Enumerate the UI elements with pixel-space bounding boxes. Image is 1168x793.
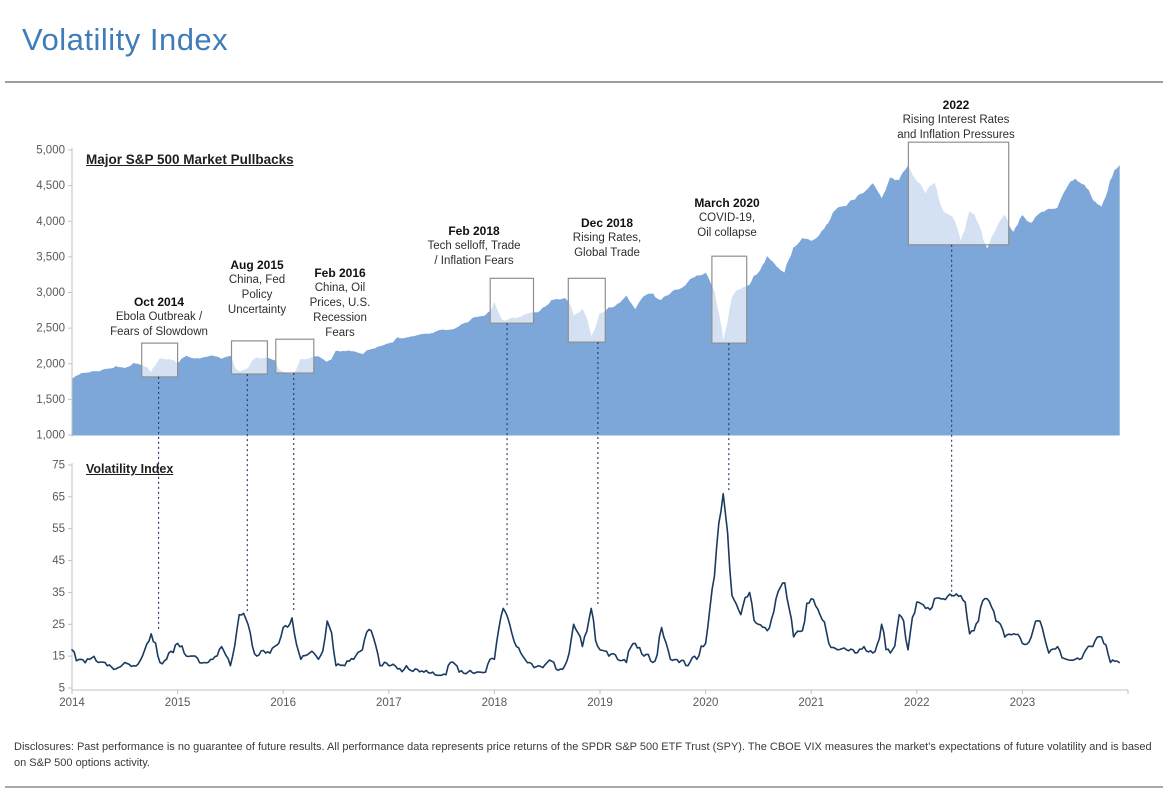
annotation-title: Oct 2014 bbox=[133, 295, 185, 309]
annotation-line: Rising Interest Rates bbox=[902, 114, 1010, 126]
annotation-line: / Inflation Fears bbox=[434, 255, 514, 267]
annotation-line: Prices, U.S. bbox=[309, 297, 371, 309]
annotation-line: and Inflation Pressures bbox=[897, 129, 1015, 141]
vix-y-tick-label: 25 bbox=[52, 618, 65, 631]
spx-y-tick-label: 1,500 bbox=[36, 393, 65, 406]
pullback-box bbox=[712, 256, 747, 343]
annotation-title: Aug 2015 bbox=[230, 258, 284, 272]
annotation-line: Fears bbox=[325, 327, 355, 339]
vix-chart-title: Volatility Index bbox=[86, 462, 174, 476]
spx-y-tick-label: 4,500 bbox=[36, 180, 65, 193]
pullback-annotation-6 bbox=[694, 196, 759, 241]
pullback-annotation-3 bbox=[310, 266, 371, 341]
pullback-annotation-7 bbox=[897, 98, 1015, 143]
spx-y-tick-label: 1,000 bbox=[36, 429, 65, 442]
vix-y-tick-label: 65 bbox=[52, 491, 65, 504]
pullback-annotation-4 bbox=[427, 224, 520, 269]
bottom-divider bbox=[5, 786, 1163, 788]
pullback-box bbox=[568, 278, 605, 342]
spx-y-tick-label: 2,500 bbox=[36, 322, 65, 335]
vix-y-tick-label: 55 bbox=[52, 523, 65, 536]
annotation-line: COVID-19, bbox=[698, 212, 756, 224]
annotation-line: Global Trade bbox=[574, 247, 640, 259]
annotation-line: Fears of Slowdown bbox=[110, 326, 208, 338]
disclosures-text: Disclosures: Past performance is no guarantee of future results. All performance data represents price returns of the SPDR S&P 500 ETF Trust (SPY). The CBOE VIX measures the market's expectations of future volatility and is based on S&P 500 options activity. bbox=[14, 741, 1152, 769]
annotation-line: Oil collapse bbox=[697, 227, 757, 239]
vix-x-tick-label: 2017 bbox=[376, 697, 402, 709]
annotation-line: Recession bbox=[313, 312, 367, 324]
annotation-title: Feb 2018 bbox=[448, 224, 500, 238]
pullback-annotation-1 bbox=[110, 295, 208, 340]
vix-y-tick-label: 45 bbox=[52, 555, 65, 568]
vix-x-tick-label: 2016 bbox=[270, 697, 296, 709]
pullback-box bbox=[276, 339, 314, 373]
vix-x-tick-label: 2019 bbox=[587, 697, 613, 709]
annotation-line: Uncertainty bbox=[227, 304, 287, 316]
pullback-box bbox=[232, 341, 268, 374]
vix-y-tick-label: 5 bbox=[58, 682, 65, 695]
annotation-line: Tech selloff, Trade bbox=[427, 240, 521, 252]
pullback-annotation-2 bbox=[228, 258, 286, 318]
vix-line-path bbox=[72, 494, 1119, 676]
spx-y-tick-label: 3,500 bbox=[36, 251, 65, 264]
spx-y-tick-label: 2,000 bbox=[36, 358, 65, 371]
vix-x-tick-label: 2023 bbox=[1009, 697, 1036, 709]
annotation-line: Ebola Outbreak / bbox=[115, 311, 203, 323]
pullback-box bbox=[142, 343, 178, 377]
pullback-box bbox=[490, 278, 533, 323]
annotation-line: China, Fed bbox=[228, 274, 286, 286]
annotation-line: China, Oil bbox=[314, 282, 366, 294]
annotation-line: Policy bbox=[241, 289, 273, 301]
annotation-line: Rising Rates, bbox=[572, 232, 642, 244]
vix-y-tick-label: 15 bbox=[52, 650, 65, 663]
vix-x-tick-label: 2020 bbox=[692, 697, 719, 709]
spx-chart-title: Major S&P 500 Market Pullbacks bbox=[86, 152, 294, 167]
vix-x-tick-label: 2021 bbox=[798, 697, 824, 709]
vix-x-tick-label: 2018 bbox=[481, 697, 508, 709]
vix-x-tick-label: 2015 bbox=[164, 697, 191, 709]
spx-y-tick-label: 4,000 bbox=[36, 215, 65, 228]
vix-x-tick-label: 2022 bbox=[904, 697, 930, 709]
pullback-box bbox=[908, 142, 1008, 245]
annotation-title: 2022 bbox=[942, 98, 970, 112]
page-title: Volatility Index bbox=[22, 22, 229, 57]
vix-y-tick-label: 35 bbox=[52, 586, 65, 599]
annotation-title: March 2020 bbox=[694, 196, 760, 210]
pullback-annotation-5 bbox=[573, 216, 641, 261]
spx-y-tick-label: 3,000 bbox=[36, 287, 65, 299]
vix-x-tick-label: 2014 bbox=[59, 697, 85, 709]
vix-y-tick-label: 75 bbox=[52, 459, 65, 472]
annotation-title: Dec 2018 bbox=[580, 216, 634, 230]
spx-y-tick-label: 5,000 bbox=[36, 144, 65, 157]
annotation-title: Feb 2016 bbox=[314, 266, 366, 280]
